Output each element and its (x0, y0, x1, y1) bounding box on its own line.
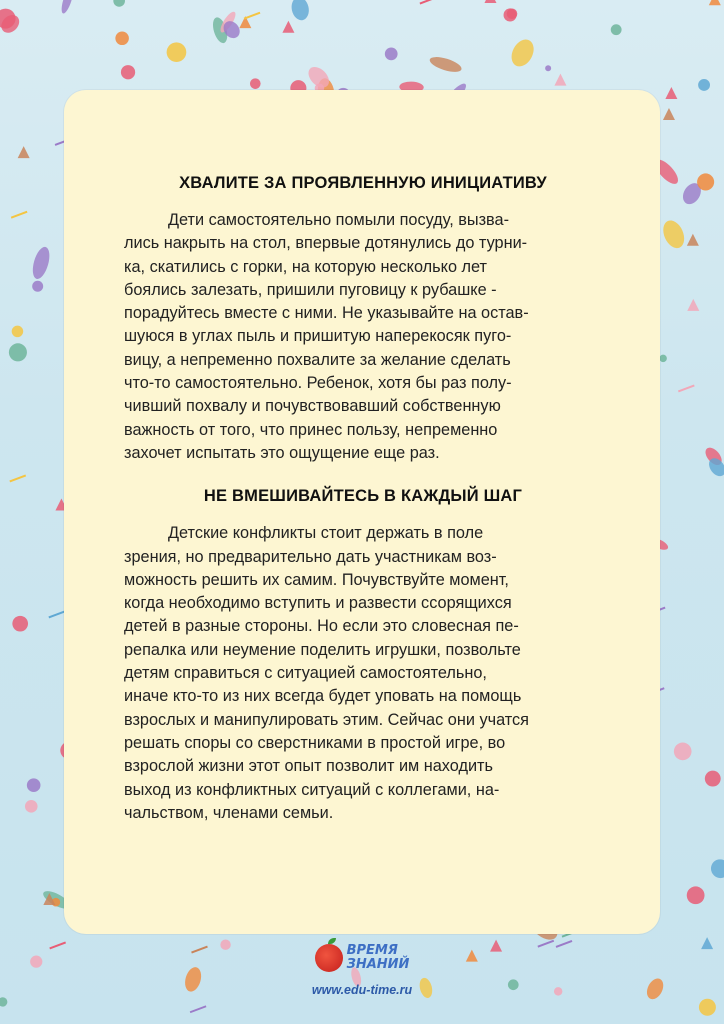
pattern-shape (30, 245, 53, 281)
pattern-shape (282, 21, 294, 33)
pattern-shape (32, 281, 43, 292)
pattern-shape (545, 65, 551, 71)
pattern-shape (59, 0, 75, 15)
pattern-shape (0, 997, 7, 1006)
pattern-shape (27, 778, 41, 792)
apple-icon (315, 944, 343, 972)
brand-logo (315, 944, 410, 972)
pattern-shape (190, 1006, 206, 1012)
pattern-shape (504, 8, 517, 21)
pattern-shape (678, 385, 694, 391)
section-text-conflicts: Детские конфликты стоит держать в поле зрения, но предварительно дать участникам воз- можность решить их самим. Почувствуйте момент, когда необходимо вступить и развести ссорящихся детей в разные стороны. Но если это словесная пе- репалка или неумение поделить игрушки, позвольте детям справиться с ситуацией самостоятельно, иначе кто-то из них всегда будет уповать на помощь взрослых и манипулировать этим. Сейчас они учатся решать споры со сверстниками в простой игре, во взрослой жизни этот опыт позволит им находить выход из конфликтных ситуаций с коллегами, на- чальством, членами семьи. (124, 524, 529, 822)
pattern-shape (18, 146, 30, 158)
pattern-shape (12, 616, 28, 632)
pattern-shape (687, 299, 699, 311)
pattern-shape (25, 800, 38, 813)
pattern-shape (554, 74, 566, 86)
pattern-shape (698, 79, 710, 91)
pattern-shape (11, 212, 27, 218)
pattern-shape (10, 475, 26, 481)
pattern-shape (687, 886, 705, 904)
pattern-shape (385, 47, 398, 60)
pattern-shape (9, 343, 27, 361)
pattern-shape (113, 0, 125, 7)
pattern-shape (244, 13, 260, 19)
pattern-shape (705, 771, 721, 787)
pattern-shape (709, 0, 721, 5)
footer (0, 944, 724, 997)
pattern-shape (428, 54, 463, 75)
pattern-shape (697, 173, 714, 190)
logo-line-2: ЗНАНИЙ (346, 957, 410, 972)
website-link[interactable]: www.edu-time.ru (311, 983, 413, 997)
pattern-shape (167, 42, 187, 62)
pattern-shape (484, 0, 496, 3)
pattern-shape (115, 32, 129, 46)
pattern-shape (665, 87, 677, 99)
pattern-shape (674, 743, 692, 761)
pattern-shape (687, 234, 699, 246)
pattern-shape (420, 0, 436, 4)
pattern-shape (699, 999, 716, 1016)
section-text-initiative: Дети самостоятельно помыли посуду, вызва- лись накрыть на стол, впервые дотянулись до турни- ка, скатились с горки, на которую несколько лет боялись залезать, пришили пуговицу к рубашке - порадуйтесь вместе с ними. Не указывайте на остав- шуюся в углах пыль и пришитую наперекосяк пуго- вицу, а непременно похвалите за желание сделать что-то самостоятельно. Ребенок, хотя бы раз полу- чивший похвалу и почувствовавший собственную важность от того, что принес пользу, непременно захочет испытать это ощущение еще раз. (124, 211, 529, 462)
pattern-shape (12, 326, 24, 338)
pattern-shape (250, 78, 261, 89)
section-heading-initiative: ХВАЛИТЕ ЗА ПРОЯВЛЕННУЮ ИНИЦИАТИВУ (179, 174, 547, 192)
logo-line-1: ВРЕМЯ (346, 943, 398, 958)
pattern-shape (611, 24, 622, 35)
pattern-shape (289, 0, 311, 22)
pattern-shape (507, 36, 538, 71)
article (124, 168, 602, 825)
pattern-shape (707, 856, 724, 882)
pattern-shape (49, 611, 65, 617)
pattern-shape (121, 65, 135, 79)
section-heading-conflicts: НЕ ВМЕШИВАЙТЕСЬ В КАЖДЫЙ ШАГ (203, 487, 523, 506)
pattern-shape (663, 108, 675, 120)
pattern-shape (659, 217, 688, 251)
pattern-shape (659, 355, 666, 362)
